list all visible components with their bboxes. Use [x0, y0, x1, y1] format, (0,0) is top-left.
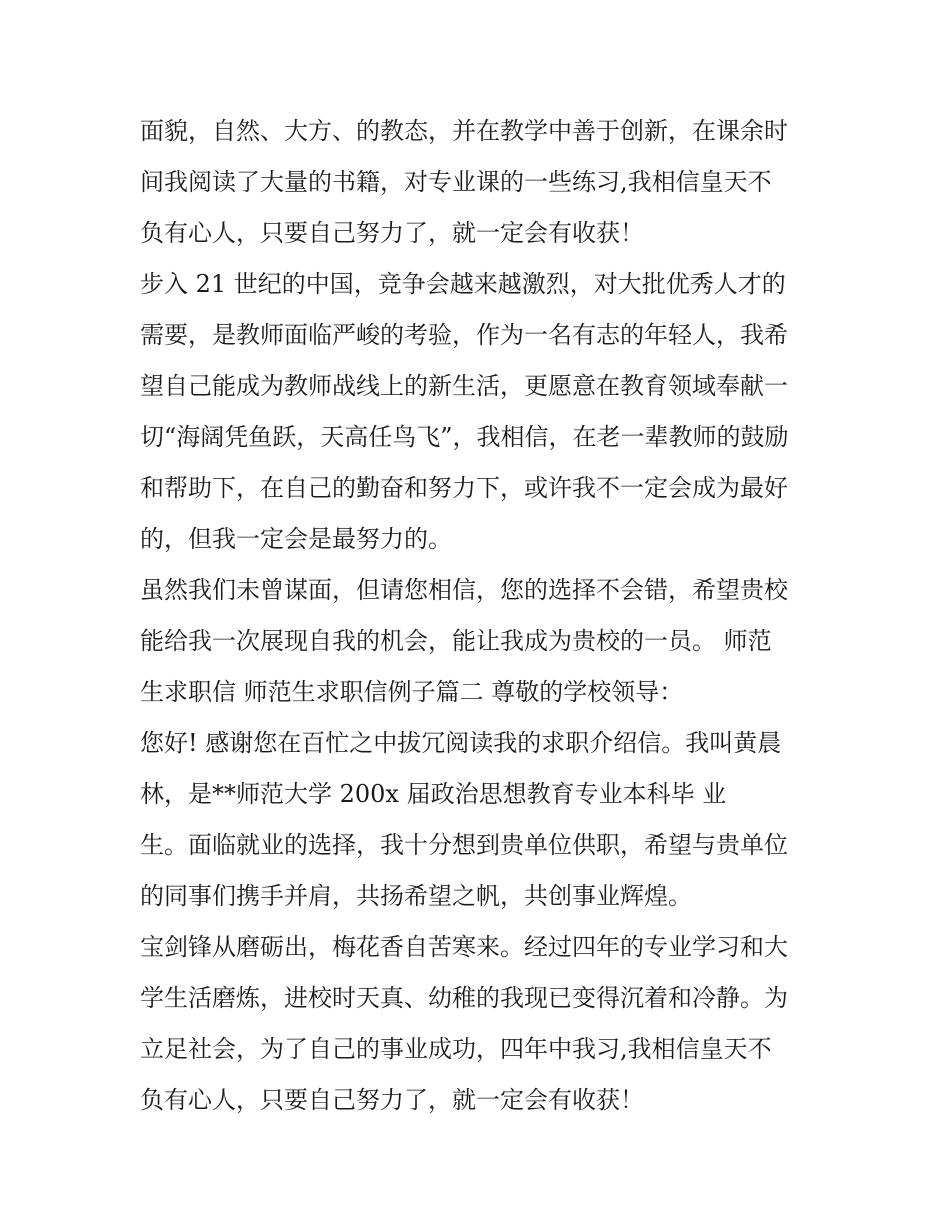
text-line: 虽然我们未曾谋面，但请您相信，您的选择不会错，希望贵校 — [140, 576, 788, 604]
text-line: 步入 21 世纪的中国，竞争会越来越激烈，对大批优秀人才的 — [140, 270, 786, 298]
letter-body — [140, 106, 820, 1126]
text-line: 学生活磨炼，进校时天真、幼稚的我现已变得沉着和冷静。为 — [140, 984, 788, 1012]
text-line: 面貌，自然、大方、的教态，并在教学中善于创新，在课余时 — [140, 117, 788, 145]
text-line: 负有心人，只要自己努力了，就一定会有收获！ — [140, 219, 644, 247]
text-line: 的同事们携手并肩，共扬希望之帆，共创事业辉煌。 — [140, 882, 692, 910]
text-line: 立足社会，为了自己的事业成功，四年中我习,我相信皇天不 — [140, 1035, 772, 1063]
text-line: 和帮助下，在自己的勤奋和努力下，或许我不一定会成为最好 — [140, 474, 788, 502]
text-line: 的，但我一定会是最努力的。 — [140, 525, 452, 553]
text-line: 林，是**师范大学 200x 届政治思想教育专业本科毕 业 — [140, 780, 727, 808]
text-line: 望自己能成为教师战线上的新生活，更愿意在教育领域奉献一 — [140, 372, 788, 400]
text-line: 生求职信 师范生求职信例子篇二 尊敬的学校领导： — [140, 678, 684, 706]
text-line: 切“海阔凭鱼跃，天高任鸟飞”，我相信，在老一辈教师的鼓励 — [140, 423, 789, 451]
text-line: 需要，是教师面临严峻的考验，作为一名有志的年轻人，我希 — [140, 321, 788, 349]
text-line: 生。面临就业的选择，我十分想到贵单位供职，希望与贵单位 — [140, 831, 788, 859]
text-line: 间我阅读了大量的书籍，对专业课的一些练习,我相信皇天不 — [140, 168, 772, 196]
text-line: 您好! 感谢您在百忙之中拔冗阅读我的求职介绍信。我叫黄晨 — [140, 729, 782, 757]
text-line: 负有心人，只要自己努力了，就一定会有收获！ — [140, 1086, 644, 1114]
text-line: 宝剑锋从磨砺出，梅花香自苦寒来。经过四年的专业学习和大 — [140, 933, 788, 961]
text-line: 能给我一次展现自我的机会，能让我成为贵校的一员。 师范 — [140, 627, 772, 655]
